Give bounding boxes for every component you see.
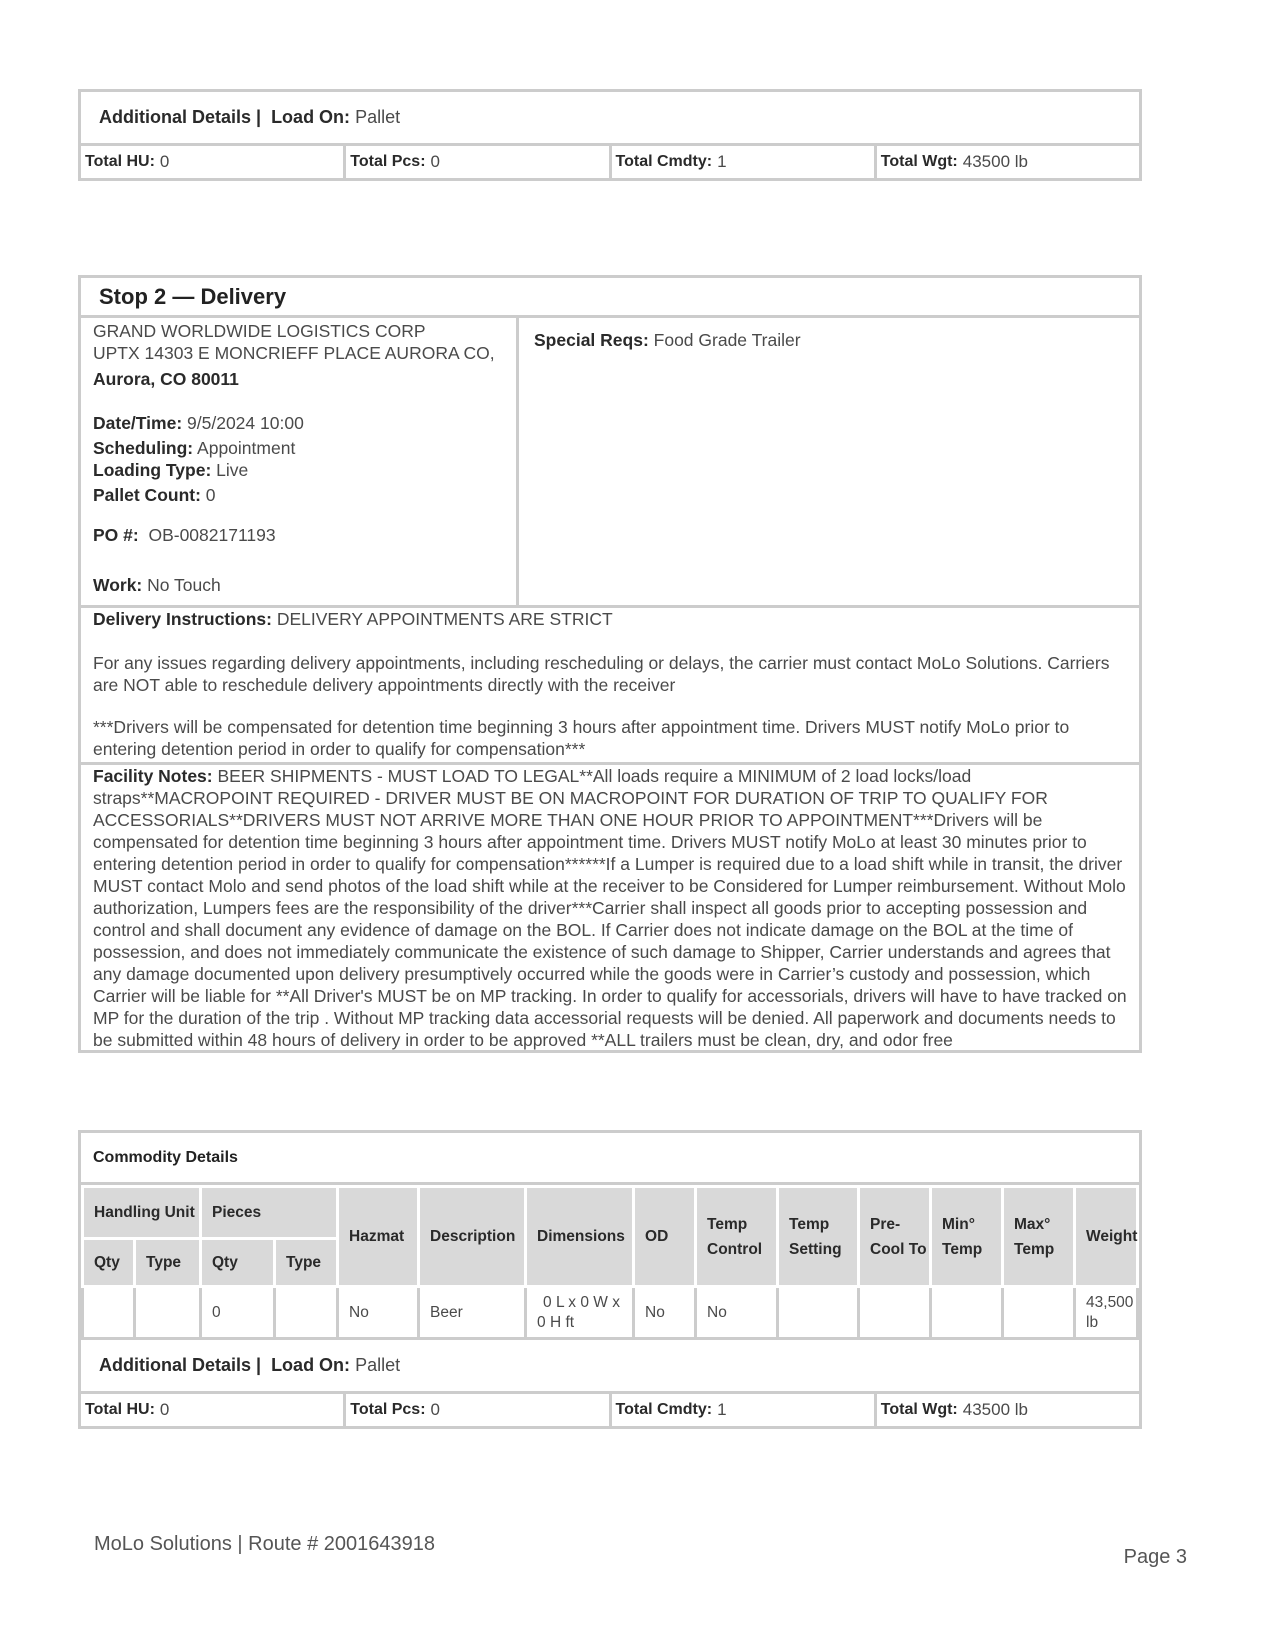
pcs-qty-cell: 0: [201, 1287, 275, 1339]
total-wgt-value: 43500 lb: [962, 152, 1028, 171]
datetime-label: Date/Time:: [93, 413, 183, 433]
scheduling-value: Appointment: [197, 438, 296, 458]
po-value: OB-0082171193: [148, 525, 276, 545]
commodity-total-pcs-label: Total Pcs:: [350, 1401, 426, 1418]
description-cell: Beer: [419, 1287, 526, 1339]
stop-title: Stop 2 — Delivery: [81, 278, 1139, 318]
delivery-instructions: [81, 608, 1139, 765]
pcs-type-cell: [275, 1287, 338, 1339]
loading-type-label: Loading Type:: [93, 460, 212, 480]
total-pcs-cell: [346, 146, 611, 178]
loading-type-line: [93, 459, 516, 481]
total-cmdty-value: 1: [717, 152, 727, 171]
page-number: Page 3: [1123, 1546, 1187, 1568]
additional-details-label: Additional Details |: [99, 107, 262, 127]
hu-type-cell: [135, 1287, 201, 1339]
total-cmdty-label: Total Cmdty:: [615, 153, 713, 170]
commodity-total-cmdty-cell: [612, 1394, 877, 1426]
datetime-line: [93, 412, 516, 434]
work-value: No Touch: [147, 575, 221, 595]
footer-route: MoLo Solutions | Route # 2001643918: [94, 1533, 436, 1555]
commodity-total-wgt-value: 43500 lb: [962, 1400, 1028, 1419]
commodity-load-on-value: Pallet: [355, 1355, 401, 1375]
special-reqs-panel: [519, 318, 1139, 605]
delivery-instructions-first-line: [93, 608, 1129, 630]
description-header: Description: [419, 1187, 526, 1287]
pallet-count-line: [93, 484, 516, 506]
po-line: [93, 524, 516, 546]
min-temp-cell: [931, 1287, 1003, 1339]
hazmat-header: Hazmat: [338, 1187, 419, 1287]
work-label: Work:: [93, 575, 143, 595]
commodity-total-wgt-cell: [877, 1394, 1139, 1426]
max-temp-cell: [1003, 1287, 1075, 1339]
total-hu-value: 0: [159, 152, 170, 171]
pcs-type-header: Type: [275, 1239, 338, 1287]
commodity-total-pcs-value: 0: [430, 1400, 440, 1419]
min-temp-header: Min° Temp: [931, 1187, 1003, 1287]
total-pcs-label: Total Pcs:: [350, 153, 426, 170]
hu-type-header: Type: [135, 1239, 201, 1287]
dimensions-line-2: 0 H ft: [537, 1313, 575, 1331]
load-on-label: Load On:: [271, 107, 351, 127]
stop-box: [78, 275, 1142, 1053]
handling-unit-header: Handling Unit: [83, 1187, 201, 1239]
additional-details-row: [81, 92, 1139, 146]
total-wgt-label: Total Wgt:: [880, 153, 958, 170]
facility-notes-text: BEER SHIPMENTS - MUST LOAD TO LEGAL**All loads require a MINIMUM of 2 load locks/load straps**MACROPOINT REQUIRED - DRIVER MUST BE ON MACROPOINT FOR DURATION OF TRIP TO QUALIFY FOR ACCESSORIALS**DRIVERS MUST NOT ARRIVE MORE THAN ONE HOUR PRIOR TO APPOINTMENT***Drivers will be compensated for detention time beginning 3 hours after appointment time. Drivers MUST notify MoLo at least 30 minutes prior to entering detention period in order to qualify for compensation******If a Lumper is required due to a load shift while in transit, the driver MUST contact Molo and send photos of the load shift while at the receiver to be Considered for Lumper reimbursement. Without Molo authorization, Lumpers fees are the responsibility of the driver***Carrier shall inspect all goods prior to accepting possession and control and shall document any evidence of damage on the BOL. If Carrier does not indicate damage on the BOL at the time of possession, and does not immediately communicate the existence of such damage to Shipper, Carrier understands and agrees that any damage documented upon delivery presumptively occurred while the goods were in Carrier’s custody and possession, which Carrier will be liable for **All Driver's MUST be on MP tracking. In order to qualify for accessorials, drivers will have to have tracked on MP for the duration of the trip . Without MP tracking data accessorial requests will be denied. All paperwork and documents needs to be submitted within 48 hours of delivery in order to be approved **ALL trailers must be clean, dry, and odor free: [93, 766, 1127, 1050]
delivery-instructions-paragraph-3: ***Drivers will be compensated for detention time beginning 3 hours after appointment time. Drivers MUST notify MoLo prior to entering detention period in order to qualify for compensation***: [93, 717, 1070, 759]
total-hu-cell: [81, 146, 346, 178]
temp-control-header: Temp Control: [696, 1187, 778, 1287]
weight-cell: 43,500 lb: [1075, 1287, 1138, 1339]
table-row: [83, 1287, 1138, 1339]
load-on-value: Pallet: [355, 107, 401, 127]
hu-qty-header: Qty: [83, 1239, 135, 1287]
hu-qty-cell: [83, 1287, 135, 1339]
commodity-totals-row: [81, 1394, 1139, 1426]
temp-setting-cell: [778, 1287, 859, 1339]
datetime-value: 9/5/2024 10:00: [187, 413, 304, 433]
special-reqs-label: Special Reqs:: [534, 330, 649, 350]
total-hu-label: Total HU:: [85, 153, 155, 170]
stop-main: [81, 318, 1139, 608]
pallet-count-label: Pallet Count:: [93, 485, 201, 505]
po-label: PO #:: [93, 525, 139, 545]
dimensions-header: Dimensions: [526, 1187, 634, 1287]
pieces-header: Pieces: [201, 1187, 338, 1239]
pre-cool-header: Pre-Cool To: [859, 1187, 931, 1287]
commodity-details: [78, 1130, 1142, 1429]
work-line: [93, 574, 516, 596]
scheduling-label: Scheduling:: [93, 438, 194, 458]
commodity-total-hu-cell: [81, 1394, 346, 1426]
dimensions-line-1: 0 L x 0 W x: [543, 1293, 620, 1311]
temp-control-cell: No: [696, 1287, 778, 1339]
street-address: UPTX 14303 E MONCRIEFF PLACE AURORA CO,: [93, 343, 495, 363]
commodity-total-hu-label: Total HU:: [85, 1401, 155, 1418]
commodity-total-pcs-cell: [346, 1394, 611, 1426]
pcs-qty-header: Qty: [201, 1239, 275, 1287]
temp-setting-header: Temp Setting: [778, 1187, 859, 1287]
delivery-instructions-label: Delivery Instructions:: [93, 609, 272, 629]
total-cmdty-cell: [612, 146, 877, 178]
loading-type-value: Live: [216, 460, 249, 480]
max-temp-header: Max° Temp: [1003, 1187, 1075, 1287]
pre-cool-cell: [859, 1287, 931, 1339]
od-header: OD: [634, 1187, 696, 1287]
delivery-instructions-line1: DELIVERY APPOINTMENTS ARE STRICT: [276, 609, 613, 629]
total-pcs-value: 0: [430, 152, 440, 171]
hazmat-cell: No: [338, 1287, 419, 1339]
commodity-details-title: Commodity Details: [81, 1133, 1139, 1185]
scheduling-line: [93, 437, 516, 459]
special-reqs-value: Food Grade Trailer: [653, 330, 801, 350]
commodity-additional-details-row: [81, 1340, 1139, 1394]
commodity-total-cmdty-value: 1: [717, 1400, 727, 1419]
stop-address-panel: [81, 318, 519, 605]
delivery-instructions-paragraph-2: For any issues regarding delivery appointments, including rescheduling or delays, the carrier must contact MoLo Solutions. Carriers are NOT able to reschedule delivery appointments directly with the receiver: [93, 653, 1110, 695]
commodity-total-hu-value: 0: [159, 1400, 170, 1419]
commodity-total-wgt-label: Total Wgt:: [880, 1401, 958, 1418]
city-state-zip: Aurora, CO 80011: [93, 369, 239, 389]
totals-row: [81, 146, 1139, 178]
commodity-load-on-label: Load On:: [271, 1355, 351, 1375]
weight-header: Weight: [1075, 1187, 1138, 1287]
pallet-count-value: 0: [205, 485, 216, 505]
top-additional-details: [78, 89, 1142, 181]
facility-notes-label: Facility Notes:: [93, 766, 213, 786]
facility-notes: [81, 765, 1139, 1051]
table-header-row-1: [83, 1187, 1138, 1239]
od-cell: No: [634, 1287, 696, 1339]
company-name: GRAND WORLDWIDE LOGISTICS CORP: [93, 321, 426, 341]
commodity-table: [81, 1185, 1139, 1340]
commodity-total-cmdty-label: Total Cmdty:: [615, 1401, 713, 1418]
commodity-additional-details-label: Additional Details |: [99, 1355, 262, 1375]
dimensions-cell: [526, 1287, 634, 1339]
total-wgt-cell: [877, 146, 1139, 178]
